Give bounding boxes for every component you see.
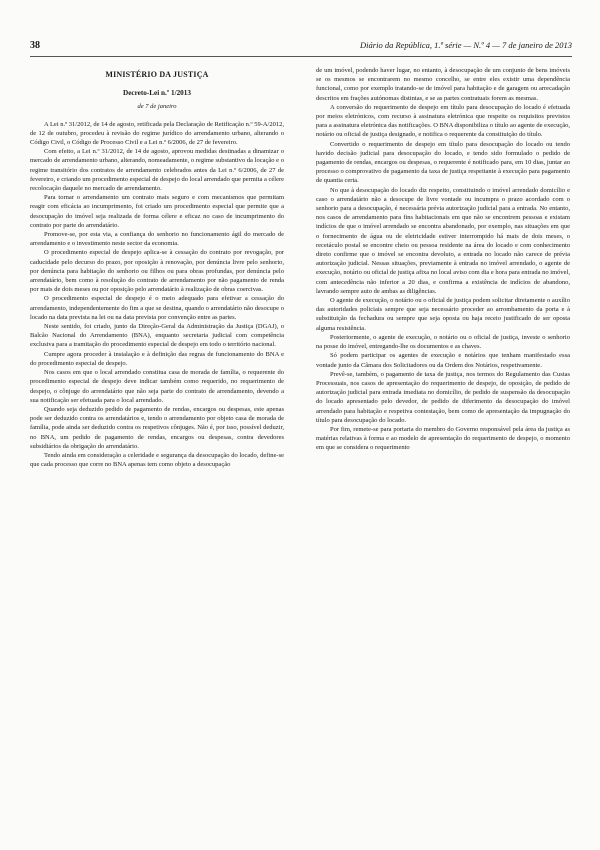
running-header [30,40,572,54]
paragraph: Tendo ainda em consideração a celeridade e segurança da desocupação do locado, define-se que cada processo que corre no BNA apenas tem como objeto a desocupação [30,451,284,469]
paragraph: Por fim, remete-se para portaria do membro do Governo responsável pela área da justiça as matérias relativas à forma e ao modelo de apresentação do requerimento de despejo, o momento em que se considera o requerimento [316,425,570,452]
paragraph: A Lei n.º 31/2012, de 14 de agosto, retificada pela Declaração de Retificação n.º 59-A/2012, de 12 de outubro, procedeu à revisão do regime jurídico do arrendamento urbano, alterando o Código Civil, o Código de Processo Civil e a Lei n.º 6/2006, de 27 de fevereiro. [30,120,284,147]
paragraph: A conversão do requerimento de despejo em título para desocupação do locado é efetuada por meios eletrónicos, com recurso à assinatura eletrónica que respeite os requisitos previstos para a assinatura eletrónica das notificações. O BNA disponibiliza o título ao agente de execução, notário ou oficial de justiça designado, e notifica o requerente da constituição do título. [316,103,570,139]
right-column [316,66,570,842]
paragraph: Neste sentido, foi criado, junto da Direção-Geral da Administração da Justiça (DGAJ), o Balcão Nacional do Arrendamento (BNA), enquanto secretaria judicial com competência exclusiva para a tramitação do procedimento especial de despejo em todo o território nacional. [30,323,284,349]
paragraph: Quando seja deduzido pedido de pagamento de rendas, encargos ou despesas, este apenas pode ser deduzido contra os arrendatários e, tendo o arrendamento por objeto casa de morada de família, pode ainda ser deduzido contra os respetivos cônjuges. Não é, por isso, possível deduzir, no BNA, um pedido de pagamento de rendas, encargos ou despesas, contra devedores subsidiários da obrigação do arrendatário. [30,405,284,450]
header-rule [30,56,572,57]
paragraph: de um imóvel, podendo haver lugar, no entanto, à desocupação de um conjunto de bens imóveis se os mesmos se encontrarem no mesmo concelho, se entre eles existir uma dependência funcional, como por exemplo tratando-se de imóvel para habitação e de garagem ou arrecadação descritos em frações autónomas distintas, e se as partes contratuais forem as mesmas. [316,67,570,102]
paragraph: No que à desocupação do locado diz respeito, constituindo o imóvel arrendado domicílio e caso o arrendatário não a desocupe de livre vontade ou incumpra o prazo acordado com o senhorio para a desocupação, é necessária prévia autorização judicial para a entrada. No entanto, nos casos de arrendamento para fins habitacionais em que não se encontrem pessoas e existam indícios de que o imóvel arrendado se encontra abandonado, por exemplo, nas situações em que o fornecimento de água ou de eletricidade estiver interrompido há mais de dois meses, o recetáculo postal se encontre cheio ou pessoa residente na área do locado e com conhecimento direto confirme que o imóvel se encontra devoluto, a entrada no locado não carece de prévia autorização judicial. Nessas situações, previamente à entrada no imóvel arrendado, o agente de execução, notário ou oficial de justiça afixa no local aviso com dia e hora para entrada no imóvel, com antecedência não inferior a 20 dias, e confirma a existência de indícios de abandono, lavrando sempre auto de ambas as diligências. [316,186,570,295]
paragraph: O agente de execução, o notário ou o oficial de justiça podem solicitar diretamente o auxílio das autoridades policiais sempre que seja necessário proceder ao arrombamento da porta e à substituição da fechadura ou sempre que seja oposta ou haja receio justificado de ser oposta alguma resistência. [316,297,570,332]
paragraph: Para tornar o arrendamento um contrato mais seguro e com mecanismos que permitam reagir com eficácia ao incumprimento, foi criado um procedimento especial que permite que a desocupação do imóvel seja realizada de forma célere e eficaz no caso de incumprimento do contrato por parte do arrendatário. [30,194,284,229]
page-number: 38 [30,40,40,51]
paragraph: Posteriormente, o agente de execução, o notário ou o oficial de justiça, investe o senhorio na posse do imóvel, entregando-lhe os documentos e as chaves. [316,333,570,351]
decree-title: Decreto-Lei n.º 1/2013 [123,89,191,98]
paragraph: O procedimento especial de despejo é o meio adequado para efetivar a cessação do arrendamento, independentemente do fim a que se destina, quando o arrendatário não desocupe o locado na data prevista na lei ou na data prevista por convenção entre as partes. [30,295,284,321]
ministry-heading: MINISTÉRIO DA JUSTIÇA [105,70,209,79]
paragraph: Promove-se, por esta via, a confiança do senhorio no funcionamento ágil do mercado de arrendamento e o investimento neste sector da economia. [30,231,284,248]
journal-title: Diário da República, 1.ª série — N.º 4 — 7 de janeiro de 2013 [360,40,572,50]
paragraph: Nos casos em que o local arrendado constitua casa de morada de família, o requerente do procedimento especial de despejo deve indicar também como requerido, no requerimento de despejo, o cônjuge do arrendatário que não seja parte do contrato de arrendamento, devendo a sua notificação ser efetuada para o local arrendado. [30,369,284,404]
paragraph: Prevê-se, também, o pagamento de taxa de justiça, nos termos do Regulamento das Custas Processuais, nos casos de apresentação do requerimento de despejo, de oposição, de pedido de autorização judicial para entrada imediata no domicílio, de pedido de suspensão da desocupação do locado apresentado pelo devedor, de pedido de diferimento da desocupação do imóvel arrendado para habitação e respetiva contestação, bem como de apresentação da impugnação do título para desocupação do locado. [316,370,570,424]
paragraph: Cumpre agora proceder à instalação e à definição das regras de funcionamento do BNA e do procedimento especial de despejo. [30,350,284,367]
paragraph: Com efeito, a Lei n.º 31/2012, de 14 de agosto, aprovou medidas destinadas a dinamizar o mercado de arrendamento urbano, alterando, nomeadamente, o regime substantivo da locação e o regime transitório dos contratos de arrendamento celebrados antes da Lei n.º 6/2006, de 27 de fevereiro, e criando um procedimento especial de despejo do local arrendado que permita a célere recolocação daquele no mercado de arrendamento. [30,148,284,193]
paragraph: Convertido o requerimento de despejo em título para desocupação do locado ou tendo havido decisão judicial para desocupação do locado, e tendo sido formulado o pedido de pagamento de rendas, encargos ou despesas, o requerente é notificado para, em 10 dias, juntar ao processo o comprovativo de pagamento da taxa de justiça respeitante à execução para pagamento de quantia certa. [316,140,570,185]
decree-date: de 7 de janeiro [137,103,177,111]
paragraph: Só podem participar os agentes de execução e notários que tenham manifestado essa vontade junto da Câmara dos Solicitadores ou da Ordem dos Notários, respetivamente. [316,352,570,369]
left-column [30,66,284,842]
paragraph: O procedimento especial de despejo aplica-se à cessação do contrato por revogação, por caducidade pelo decurso do prazo, por oposição à renovação, por denúncia livre pelo senhorio, por denúncia para habitação do senhorio ou filhos ou para obras profundas, por denúncia pelo arrendatário, bem como à resolução do contrato de arrendamento por não pagamento de renda por mais de dois meses ou por oposição pelo arrendatário à realização de obras coercivas. [30,249,284,294]
